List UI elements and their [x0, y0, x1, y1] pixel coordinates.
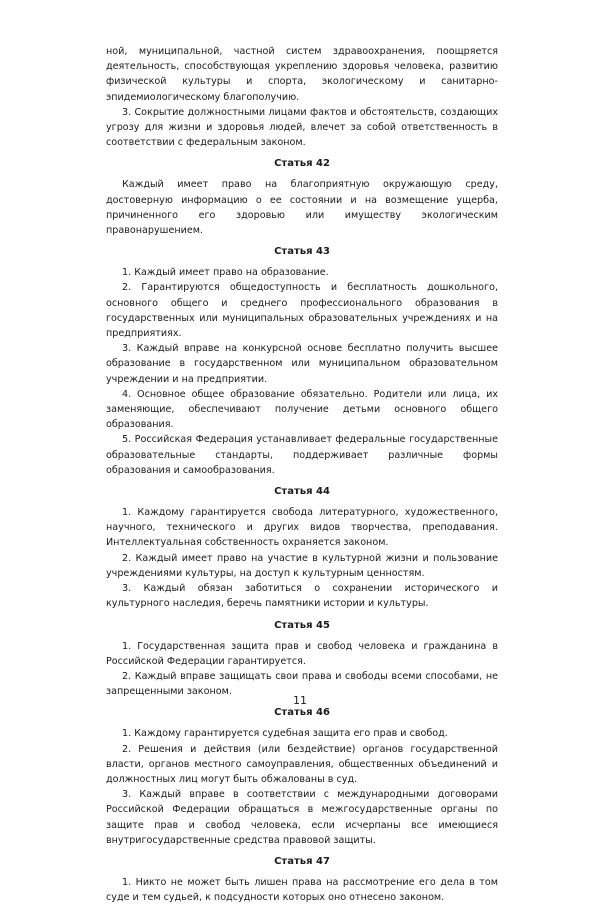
paragraph: 1. Каждому гарантируется свобода литературного, художественного, научного, технического и других видов творчества, преподавания. Интеллектуальная собственность охраняется законом.: [106, 507, 498, 549]
page-number: 11: [293, 694, 307, 707]
article-heading: Статья 47: [274, 855, 330, 867]
paragraph: 3. Каждый вправе на конкурсной основе бесплатно получить высшее образование в государственном или муниципальном образовательном учреждении и на предприятии.: [106, 343, 498, 385]
paragraph: 2. Гарантируются общедоступность и бесплатность дошкольного, основного общего и среднего профессионального образования в государственных или муниципальных образовательных учреждениях и на предприятиях.: [106, 282, 498, 340]
paragraph: 1. Каждому гарантируется судебная защита его прав и свобод.: [122, 728, 448, 740]
article-heading: Статья 46: [274, 707, 330, 719]
paragraph: 4. Основное общее образование обязательно. Родители или лица, их заменяющие, обеспечивают получение детьми основного общего образования.: [106, 388, 498, 431]
page-content: [106, 44, 498, 905]
paragraph: 3. Сокрытие должностными лицами фактов и обстоятельств, создающих угрозу для жизни и здоровья людей, влечет за собой ответственность в соответствии с федеральным законом.: [106, 106, 498, 149]
paragraph: 1. Государственная защита прав и свобод человека и гражданина в Российской Федерации гарантируется.: [106, 640, 498, 667]
paragraph: 1. Каждый имеет право на образование.: [122, 267, 329, 279]
article-heading: Статья 44: [274, 486, 330, 498]
paragraph: Каждый имеет право на благоприятную окружающую среду, достоверную информацию о ее состоянии и на возмещение ущерба, причиненного его здоровью или имуществу экологическим правонарушением.: [106, 179, 498, 237]
paragraph: 2. Каждый имеет право на участие в культурной жизни и пользование учреждениями культуры, на доступ к культурным ценностям.: [106, 552, 498, 579]
paragraph: 2. Каждый вправе защищать свои права и свободы всеми способами, не запрещенными законом.: [106, 670, 498, 698]
paragraph: 1. Никто не может быть лишен права на рассмотрение его дела в том суде и тем судьей, к подсудности которых оно отнесено законом.: [106, 876, 498, 904]
article-heading: Статья 43: [274, 246, 330, 258]
article-heading: Статья 45: [274, 619, 330, 631]
paragraph-continued: ной, муниципальной, частной систем здравоохранения, поощряется деятельность, способствующая укреплению здоровья человека, развитию физической культуры и спорта, экологическому и санитарно-эпидемиологическому благополучию.: [106, 46, 498, 103]
article-heading: Статья 42: [274, 158, 330, 170]
paragraph: 5. Российская Федерация устанавливает федеральные государственные образовательные стандарты, поддерживает различные формы образования и самообразования.: [106, 434, 498, 476]
paragraph: 2. Решения и действия (или бездействие) органов государственной власти, органов местного самоуправления, общественных объединений и должностных лиц могут быть обжалованы в суд.: [106, 743, 498, 785]
paragraph: 3. Каждый вправе в соответствии с международными договорами Российской Федерации обращаться в межгосударственные органы по защите прав и свобод человека, если исчерпаны все имеющиеся внутригосударственные средства правовой защиты.: [106, 789, 498, 846]
paragraph: 3. Каждый обязан заботиться о сохранении исторического и культурного наследия, беречь памятники истории и культуры.: [106, 583, 498, 610]
